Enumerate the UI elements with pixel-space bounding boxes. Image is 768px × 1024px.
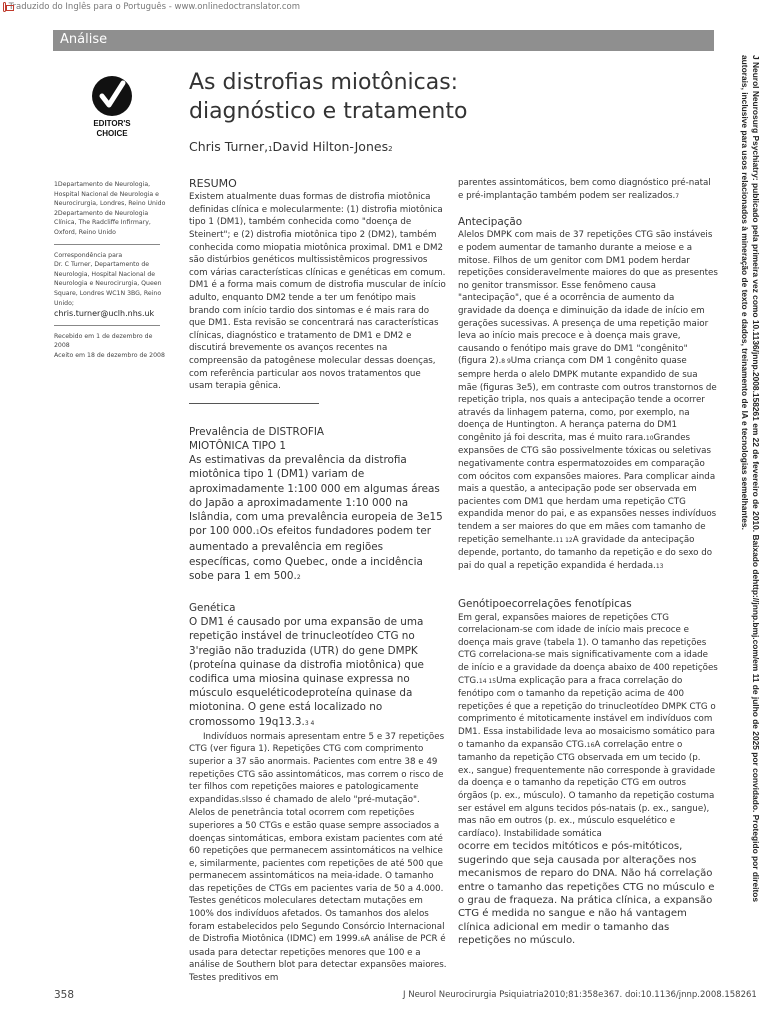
sidebar-divider [54,244,160,245]
prevalence-sentence: As estimativas da prevalência da distrofia miotônica tipo 1 (DM1) variam de aproximadamente 1:100 000 em algumas áreas do Japão a aproximadamente 1:10 000 na Islândia, com uma prevalência europeia de 3e15 por 100 000. [189,454,443,538]
vertical-copyright-text[interactable]: J Neurol Neurosurg Psychiatry: publicado pela primeira vez como 10.1136/jnnp.2008.158261 em 22 de fevereiro de 2010. Baixado dehttp://jnnp.bmj.com/em 11 de julho de 2025 por convidado. Protegido por direitos autorais, inclusive para usos relacionados à mineração de texto e dados, treinamento de IA e tecnologias semelhantes. [740,55,761,903]
author-1-affil: 1 [268,145,273,153]
sidebar-divider [54,325,160,326]
abstract-heading: RESUMO [189,177,237,190]
reference-mark[interactable]: 3 4 [304,719,315,727]
section-band [53,30,714,51]
translator-text[interactable]: Traduzido do Inglês para o Português - www.onlinedoctranslator.com [8,2,300,12]
genetics-text [189,615,447,731]
correspondence-line: Dr. C Turner, Departamento de [54,261,150,269]
genotype-sentence: Em geral, expansões maiores de repetições CTG correlacionam-se com idade de início mais precoce e doença mais grave (tabela 1). O tamanho das repetições CTG correlaciona-se mais significativamente com a idade de início e a gravidade da doença abaixo de 400 repetições CTG. [458,612,718,686]
genetics-sentence: O DM1 é causado por uma expansão de uma repetição instável de trinucleotídeo CTG no 3'região não traduzida (UTR) do gene DMPK (proteína quinase da distrofia miotônica) que codifica uma miosina quinase expressa no músculo esqueléticodeproteína quinase da miotonina. O gene está localizado no cromossomo 19q13.3. [189,616,424,728]
prevalence-text [189,453,447,585]
checkmark-icon [92,76,132,116]
anticipation-sentence: Uma criança com DM 1 congênito quase sempre herda o alelo DMPK mutante expandido de sua mãe (figuras 3e5), em contraste com outros transtornos de repetição tripla, nos quais a antecipação tende a ocorrer através da linhagem paterna, como, por exemplo, na doença de Huntington. A herança paterna do DM1 congênito já foi descrita, mas é muito rara. [458,356,717,443]
translator-bar[interactable] [0,0,300,14]
correspondence-line: Neurologia e Neurocirurgia, Queen [54,280,162,288]
affiliations [54,180,168,238]
reference-mark[interactable]: 13 [655,562,664,570]
badge-line-2: CHOICE [96,129,128,138]
continued-sentence: parentes assintomáticos, bem como diagnóstico pré-natal e pré-implantação também podem ser realizados. [458,178,711,201]
column-right [458,177,718,948]
affiliation-line: Hospital Nacional de Neurologia e [54,190,159,198]
abstract-divider [189,403,319,404]
prevalence-sentence: Os efeitos fundadores podem ter aumentado a prevalência em regiões específicas, como Quebec, onde a incidência sobe para 1 em 500. [189,525,432,582]
page-number: 358 [54,989,75,1001]
reference-mark[interactable]: 5 [241,796,246,804]
reference-mark[interactable]: 14 15 [478,677,497,685]
correspondence-line: Neurologia, Hospital Nacional de [54,270,156,278]
anticipation-text [458,229,718,573]
genotype-sentence: A correlação entre o tamanho da repetição CTG observada em um tecido (p. ex., sangue) frequentemente não corresponde à gravidade da doença e o tamanho da repetição CTG em outros órgãos (p. ex., músculo). O tamanho da repetição costuma ser estável em alguns tecidos pós-natais (p. ex., sangue), mas não em outros (p. ex., músculo esquelético e cardíaco). Instabilidade somática [458,739,716,839]
correspondence-line: Correspondência para [54,251,123,259]
reference-mark[interactable]: 11 12 [555,536,573,544]
reference-mark[interactable]: 1 [255,529,260,537]
author-list [189,139,519,154]
reference-mark[interactable]: 16 [586,741,595,749]
received-date: Recebido em 1 de dezembro de 2008 [54,332,153,350]
genotype-text-large: ocorre em tecidos mitóticos e pós-mitóticos, sugerindo que seja causada por alterações nos mecanismos de reparo do DNA. Não há correlação entre o tamanho das repetições CTG no músculo e o grau de fraqueza. Na prática clínica, a expansão CTG é medida no sangue e não há vantagem clínica adicional em medir o tamanho das repetições no músculo. [458,841,715,947]
genetics-sentence: Indivíduos normais apresentam entre 5 e 37 repetições CTG (ver figura 1). Repetições CTG com comprimento superior a 37 são anormais. Pacientes com entre 38 e 49 repetições CTG são assintomáticos, mas correm o risco de ter filhos com repetições maiores e patologicamente expandidas. [189,731,445,805]
title-line-1: As distrofias miotônicas: [189,70,459,95]
vertical-copyright [741,55,761,935]
title-line-2: diagnóstico e tratamento [189,99,468,124]
genetics-sentence: Isso é chamado de alelo "pré-mutação". Alelos de penetrância total ocorrem com repetições superiores a 50 CTGs e estão quase sempre associados a doenças sintomáticas, embora existam pacientes com até 60 repetições que permanecem assintomáticos na velhice e, similarmente, pacientes com repetições de até 500 que permanecem assintomáticos na meia-idade. O tamanho das repetições de CTGs em pacientes varia de 50 a 4.000. Testes genéticos moleculares detectam mutações em 100% dos indivíduos afetados. Os tamanhos dos alelos foram estabelecidos pelo Segundo Consórcio Internacional de Distrofia Miotônica (IDMC) em 1999. [189,794,445,945]
anticipation-sentence: A gravidade da antecipação depende, portanto, do tamanho da repetição e do sexo do pai do qual a repetição expandida é herdada. [458,534,713,571]
affiliation-line: Clínica, The Radcliffe Infirmary, [54,219,151,227]
affiliation-line: Neurocirurgia, Londres, Reino Unido [54,200,166,208]
article-title [189,68,519,126]
column-left [189,177,447,985]
reference-mark[interactable]: 8 9 [501,358,511,366]
reference-mark[interactable]: 10 [645,434,654,442]
spacer [458,573,718,597]
genotype-heading: Genótipoecorrelações fenotípicas [458,598,632,611]
author-1: Chris Turner, [189,139,269,154]
article-sidebar [54,180,168,361]
correspondence-line: Square, Londres WC1N 3BG, Reino [54,289,162,297]
spacer [189,585,447,601]
author-2: David Hilton-Jones [272,139,389,154]
affiliation-line: 1Departamento de Neurologia, [54,181,151,188]
prevalence-heading-line: Prevalência de DISTROFIA [189,425,325,438]
anticipation-sentence: Grandes expansões de CTG são possivelmente tóxicas ou seletivas negativamente contra espermatozoides em comparação com oócitos com expansões maiores. Para complicar ainda mais a questão, a antecipação pode ser observada em pacientes com DM1 que herdam uma repetição CTG expandida menor do pai, e as expansões nesses indivíduos tendem a ser maiores do que em mães com tamanho de repetição semelhante. [458,432,717,545]
anticipation-sentence: Alelos DMPK com mais de 37 repetições CTG são instáveis e podem aumentar de tamanho durante a meiose e a mitose. Filhos de um genitor com DM1 podem herdar repetições consideravelmente maiores do que as presentes no genitor transmissor. Esse fenômeno causa "antecipação", que é a ocorrência de aumento da gravidade da doença e diminuição da idade de início em gerações sucessivas. A presença de uma repetição maior leva ao início mais precoce e à doença mais grave, causando o fenótipo mais grave do DM1 "congênito" (figura 2). [458,230,718,367]
reference-mark[interactable]: 6 [360,936,365,944]
author-email-link[interactable]: chris.turner@uclh.nhs.uk [54,309,155,319]
section-label: Análise [60,32,108,47]
correspondence [54,251,168,309]
prevalence-heading [189,425,447,453]
genotype-text [458,612,718,841]
genetics-heading: Genética [189,601,236,614]
badge-line-1: EDITOR'S [93,119,131,128]
spacer [458,203,718,215]
genetics-text-2 [189,731,447,985]
prevalence-heading-line: MIOTÔNICA TIPO 1 [189,439,287,452]
accepted-date: Aceito em 18 de dezembro de 2008 [54,351,165,359]
author-2-affil: 2 [388,145,393,153]
correspondence-line: Unido; [54,299,74,307]
genotype-sentence: Uma explicação para a fraca correlação do fenótipo com o tamanho da repetição acima de 400 repetições é que a repetição do trinucleotídeo DMPK CTG o comprimento é mitoticamente instável em indivíduos com DM1. Essa instabilidade leva ao mosaicismo somático para o tamanho da expansão CTG. [458,675,716,750]
abstract-text: Existem atualmente duas formas de distrofia miotônica definidas clínica e molecularmente: (1) distrofia miotônica tipo 1 (DM1), também conhecida como "doença de Steinert"; e (2) distrofia miotônica tipo 2 (DM2), também conhecida como miopatia miotônica proximal. DM1 e DM2 são distúrbios genéticos multissistêmicos progressivos com várias características clínicas e genéticas em comum. DM1 é a forma mais comum de distrofia muscular de início adulto, enquanto DM2 tende a ter um fenótipo mais brando com início tardio dos sintomas e é mais rara do que DM1. Esta revisão se concentrará nas características clínicas, diagnóstico e tratamento de DM1 e DM2 e discutirá brevemente os avanços recentes na compreensão da patogênese molecular dessas doenças, com referência particular aos novos tratamentos que usam terapia gênica. [189,192,446,392]
reference-mark[interactable]: 7 [675,192,680,200]
genetics-sentence: A análise de PCR é usada para detectar repetições menores que 100 e a análise de Southern blot para detectar expansões maiores. Testes preditivos em [189,934,447,984]
continued-text [458,177,718,203]
affiliation-line: Oxford, Reino Unido [54,228,116,236]
translator-icon [3,2,6,12]
footer-citation: J Neurol Neurocirurgia Psiquiatria2010;81:358e367. doi:10.1136/jnnp.2008.158261 [403,990,757,1000]
editors-choice-badge [82,76,142,139]
anticipation-heading: Antecipação [458,216,523,229]
reference-mark[interactable]: 2 [296,573,301,581]
affiliation-line: 2Departamento de Neurologia [54,209,149,217]
